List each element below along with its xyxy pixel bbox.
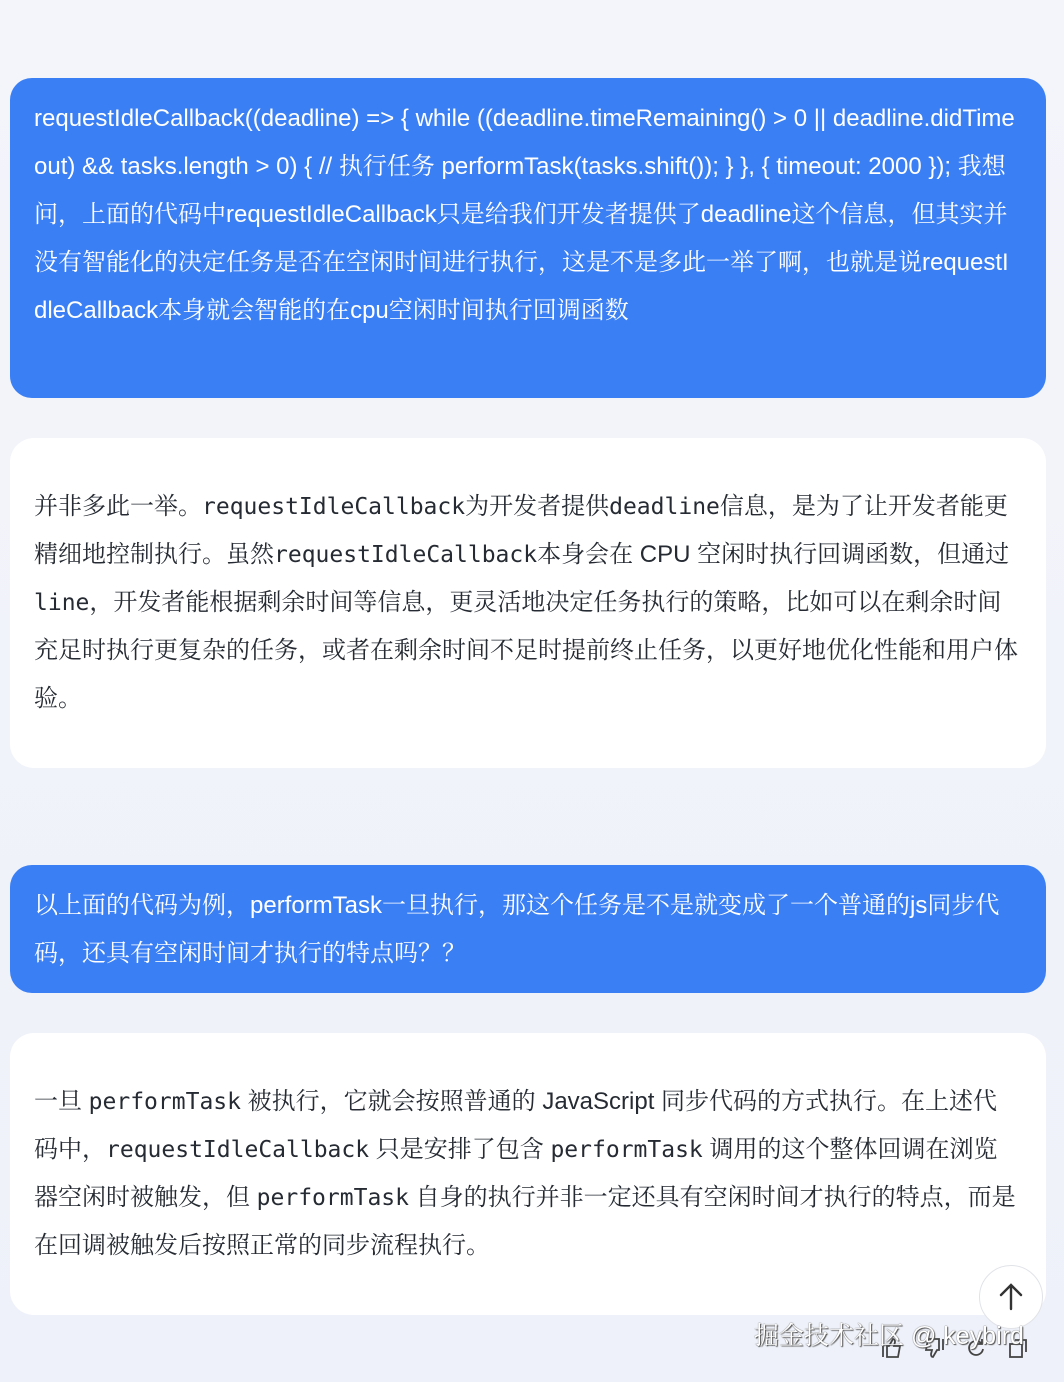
user-message bbox=[10, 865, 1046, 993]
text: ，开发者能根据剩余时间等信息，更灵活地决定任务执行的策略，比如可以在剩余时间充足时执行更复杂的任务，或者在剩余时间不足时提前终止任务，以更好地优化性能和用户体验。 bbox=[34, 589, 1018, 712]
text: 本身会在 CPU 空闲时执行回调函数，但通过 bbox=[537, 541, 1010, 568]
watermark: 掘金技术社区 @ keybird bbox=[754, 1322, 1024, 1350]
user-message bbox=[10, 78, 1046, 398]
text: 自身的执行并非一定还具有空闲时间才执行的特点，而是在回调被触发后按照正常的同步流程执行。 bbox=[34, 1184, 1016, 1259]
inline-code: deadline bbox=[609, 494, 720, 520]
text: 调用的这个整体回调在浏览器空闲时被触发，但 bbox=[34, 1136, 998, 1211]
text: 并非多此一举。 bbox=[34, 493, 202, 520]
assistant-message bbox=[10, 1033, 1046, 1315]
assistant-message bbox=[10, 438, 1046, 768]
text: 为开发者提供 bbox=[465, 493, 610, 520]
text: 被执行，它就会按照普通的 JavaScript 同步代码的方式执行。在上述代码中， bbox=[34, 1088, 998, 1163]
text: 信息，是为了让开发者能更精细地控制执行。虽然 bbox=[34, 493, 1008, 568]
inline-code: requestIdleCallback bbox=[106, 1137, 370, 1163]
inline-code: performTask bbox=[256, 1185, 409, 1211]
inline-code: requestIdleCallback bbox=[202, 494, 466, 520]
message-text: 以上面的代码为例，performTask一旦执行，那这个任务是不是就变成了一个普通的js同步代码，还具有空闲时间才执行的特点吗？？ bbox=[34, 892, 1000, 967]
text: 只是安排了包含 bbox=[369, 1136, 551, 1163]
inline-code: requestIdleCallback bbox=[274, 542, 538, 568]
inline-code: performTask bbox=[88, 1089, 241, 1115]
inline-code: performTask bbox=[550, 1137, 703, 1163]
message-text: requestIdleCallback((deadline) => { while ((deadline.timeRemaining() > 0 || deadline.didTimeout) && tasks.length > 0) { // 执行任务 performTask(tasks.shift()); } }, { timeout: 2000 }); 我想问，上面的代码中requestIdleCallback只是给我们开发者提供了deadline这个信息，但其实并没有智能化的决定任务是否在空闲时间进行执行，这是不是多此一举了啊，也就是说requestIdleCallback本身就会智能的在cpu空闲时间执行回调函数 bbox=[34, 105, 1015, 324]
inline-code: line bbox=[34, 590, 90, 616]
arrow-up-icon bbox=[998, 1282, 1024, 1312]
text: 一旦 bbox=[34, 1088, 89, 1115]
